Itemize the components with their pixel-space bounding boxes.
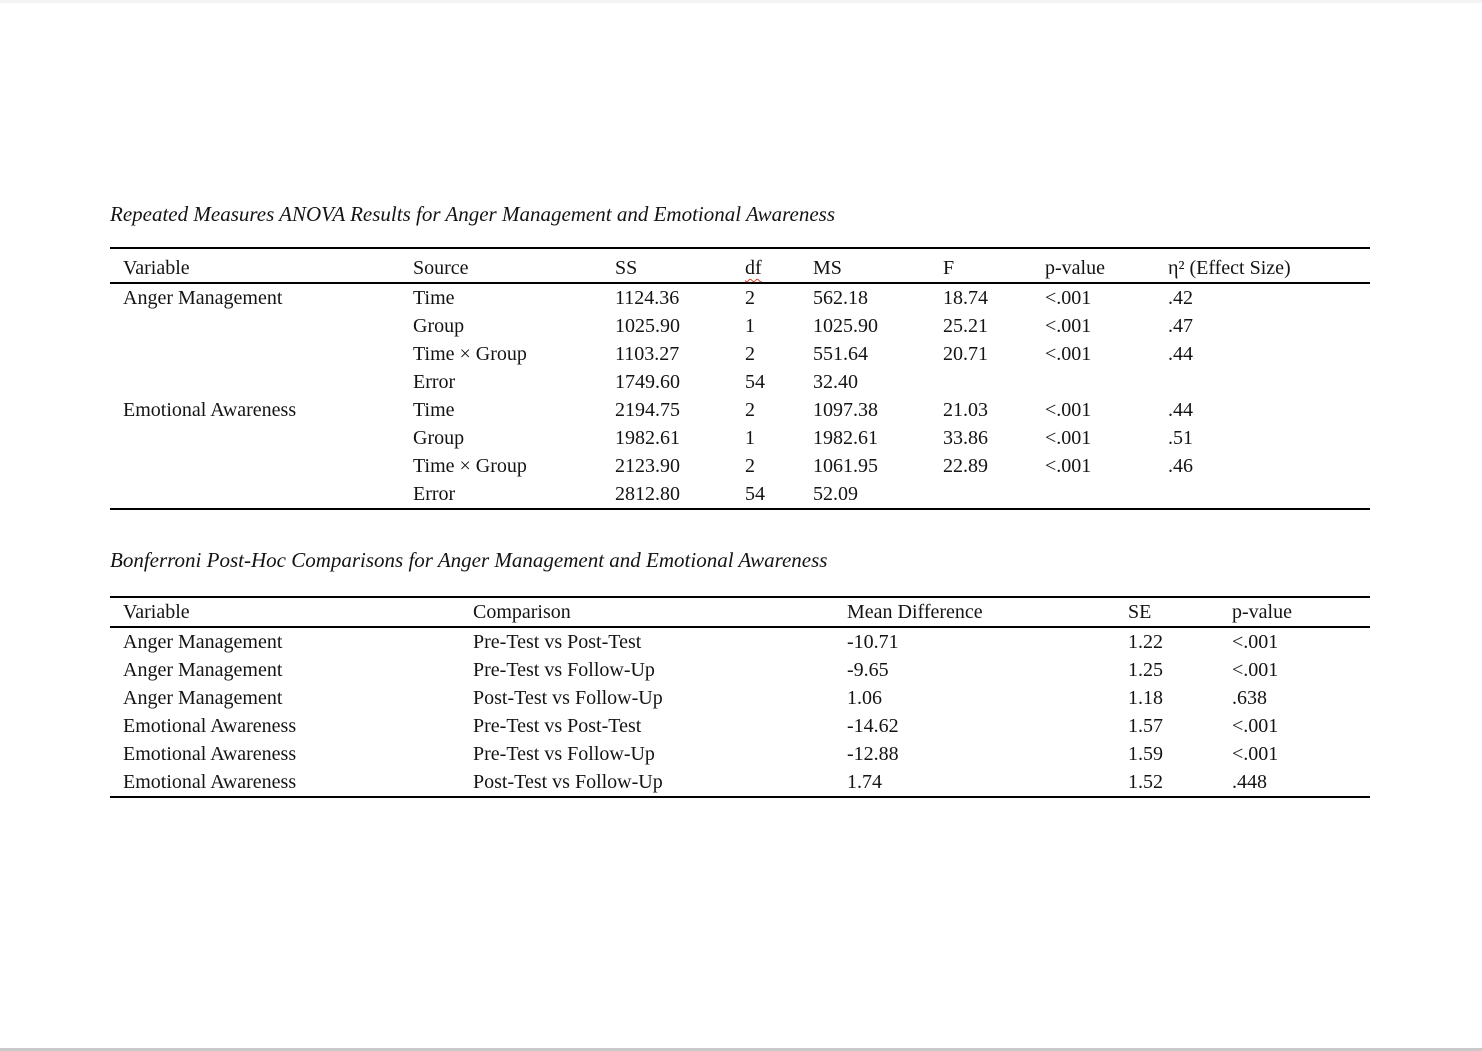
table-cell: 1103.27 (615, 343, 680, 365)
table-cell: Emotional Awareness (123, 399, 297, 421)
table-row (110, 628, 1370, 656)
table-cell (123, 452, 413, 480)
table-cell: .44 (1168, 343, 1193, 365)
posthoc-table-title: Bonferroni Post-Hoc Comparisons for Anger Management and Emotional Awareness (110, 548, 828, 572)
table-row (110, 480, 1370, 508)
table-cell: 1.06 (847, 687, 882, 709)
table-row (110, 656, 1370, 684)
table-cell: 21.03 (943, 399, 988, 421)
table-cell: Anger Management (123, 687, 283, 709)
column-header: Variable (123, 257, 190, 279)
anova-table-header (110, 249, 1370, 284)
table-cell: 2 (745, 399, 755, 421)
table-cell (1045, 480, 1168, 508)
table-row (110, 396, 1370, 424)
posthoc-table-header (110, 598, 1370, 628)
table-cell: 2 (745, 343, 755, 365)
column-header: p-value (1232, 601, 1292, 623)
table-row (110, 452, 1370, 480)
table-cell: Post-Test vs Follow-Up (473, 771, 663, 793)
table-cell: Time (413, 287, 455, 309)
table-cell: 25.21 (943, 315, 988, 337)
table-cell: Time (413, 399, 455, 421)
table-cell: 1982.61 (813, 427, 878, 449)
table-cell: 1.22 (1128, 631, 1163, 653)
table-cell: Error (413, 371, 456, 393)
column-header (745, 256, 813, 282)
column-header: Mean Difference (847, 601, 983, 623)
table-cell: 20.71 (943, 343, 988, 365)
table-row (110, 368, 1370, 396)
table-cell: Emotional Awareness (123, 743, 297, 765)
table-cell: Pre-Test vs Follow-Up (473, 743, 655, 765)
table-cell: .51 (1168, 427, 1193, 449)
table-cell: 1.59 (1128, 743, 1163, 765)
table-cell: Time × Group (413, 343, 527, 365)
table-cell: 2812.80 (615, 483, 680, 505)
table-cell: <.001 (1045, 287, 1092, 309)
table-cell: 1097.38 (813, 399, 878, 421)
table-cell: 1.52 (1128, 771, 1163, 793)
table-cell: Anger Management (123, 287, 283, 309)
table-cell: .448 (1232, 771, 1267, 793)
table-cell: <.001 (1045, 343, 1092, 365)
table-cell: <.001 (1232, 631, 1279, 653)
table-cell: 551.64 (813, 343, 868, 365)
table-cell: Pre-Test vs Follow-Up (473, 659, 655, 681)
header-row (110, 256, 1370, 282)
posthoc-table (110, 596, 1370, 798)
column-header: η² (Effect Size) (1168, 257, 1291, 279)
table-cell: 1.74 (847, 771, 882, 793)
table-cell: 2123.90 (615, 455, 680, 477)
table-cell: Pre-Test vs Post-Test (473, 631, 642, 653)
table-row (110, 712, 1370, 740)
table-cell: Group (413, 427, 465, 449)
table-cell (943, 368, 1045, 396)
table-cell (1168, 368, 1370, 396)
table-cell: 2 (745, 287, 755, 309)
table-cell: 1.25 (1128, 659, 1163, 681)
table-cell: -12.88 (847, 743, 899, 765)
table-cell: 32.40 (813, 371, 858, 393)
anova-table (110, 247, 1370, 510)
table-cell: 1 (745, 315, 755, 337)
spellcheck-flagged-text: df (745, 257, 762, 279)
table-cell: 54 (745, 483, 765, 505)
table-cell: 2194.75 (615, 399, 680, 421)
table-row (110, 284, 1370, 312)
table-cell: .42 (1168, 287, 1193, 309)
table-cell: .44 (1168, 399, 1193, 421)
table-row (110, 768, 1370, 796)
table-cell: 1 (745, 427, 755, 449)
table-cell: <.001 (1232, 743, 1279, 765)
table-cell (123, 368, 413, 396)
table-cell: 1982.61 (615, 427, 680, 449)
table-cell (1168, 480, 1370, 508)
table-cell: Post-Test vs Follow-Up (473, 687, 663, 709)
table-cell: <.001 (1045, 455, 1092, 477)
column-header: MS (813, 257, 842, 279)
table-cell: <.001 (1045, 399, 1092, 421)
column-header: Variable (123, 601, 190, 623)
table-cell: -14.62 (847, 715, 899, 737)
table-cell: 1749.60 (615, 371, 680, 393)
column-header: Comparison (473, 601, 571, 623)
table-row (110, 740, 1370, 768)
table-cell: 1025.90 (615, 315, 680, 337)
table-cell: 54 (745, 371, 765, 393)
anova-table-title: Repeated Measures ANOVA Results for Anger Management and Emotional Awareness (110, 202, 836, 226)
table-cell (123, 480, 413, 508)
table-cell (123, 312, 413, 340)
table-cell (123, 424, 413, 452)
table-cell: Emotional Awareness (123, 715, 297, 737)
column-header: SS (615, 257, 638, 279)
table-cell: <.001 (1045, 427, 1092, 449)
table-cell: 18.74 (943, 287, 988, 309)
table-cell: Pre-Test vs Post-Test (473, 715, 642, 737)
table-cell: Group (413, 315, 465, 337)
table-row (110, 424, 1370, 452)
posthoc-table-body (110, 628, 1370, 796)
column-header: F (943, 257, 955, 279)
table-cell: 52.09 (813, 483, 858, 505)
table-cell: 1124.36 (615, 287, 680, 309)
table-cell: Time × Group (413, 455, 527, 477)
table-cell: 33.86 (943, 427, 988, 449)
table-cell: 562.18 (813, 287, 868, 309)
table-cell: <.001 (1232, 659, 1279, 681)
table-cell: .47 (1168, 315, 1193, 337)
table-cell: -9.65 (847, 659, 889, 681)
table-cell: 22.89 (943, 455, 988, 477)
table-cell: Error (413, 483, 456, 505)
table-cell: <.001 (1232, 715, 1279, 737)
table-cell: 1.57 (1128, 715, 1163, 737)
column-header: SE (1128, 601, 1152, 623)
table-cell: -10.71 (847, 631, 899, 653)
page-top-edge (0, 0, 1482, 3)
header-row (110, 600, 1370, 626)
table-cell (123, 340, 413, 368)
table-cell: .46 (1168, 455, 1193, 477)
table-cell: 1025.90 (813, 315, 878, 337)
column-header: p-value (1045, 257, 1105, 279)
table-cell: Emotional Awareness (123, 771, 297, 793)
table-cell: 1061.95 (813, 455, 878, 477)
table-cell: .638 (1232, 687, 1267, 709)
table-row (110, 312, 1370, 340)
table-cell (1045, 368, 1168, 396)
table-row (110, 684, 1370, 712)
table-cell (943, 480, 1045, 508)
column-header: Source (413, 257, 469, 279)
table-row (110, 340, 1370, 368)
table-cell: Anger Management (123, 631, 283, 653)
table-cell: 1.18 (1128, 687, 1163, 709)
table-cell: 2 (745, 455, 755, 477)
table-cell: <.001 (1045, 315, 1092, 337)
anova-table-body (110, 284, 1370, 508)
table-cell: Anger Management (123, 659, 283, 681)
